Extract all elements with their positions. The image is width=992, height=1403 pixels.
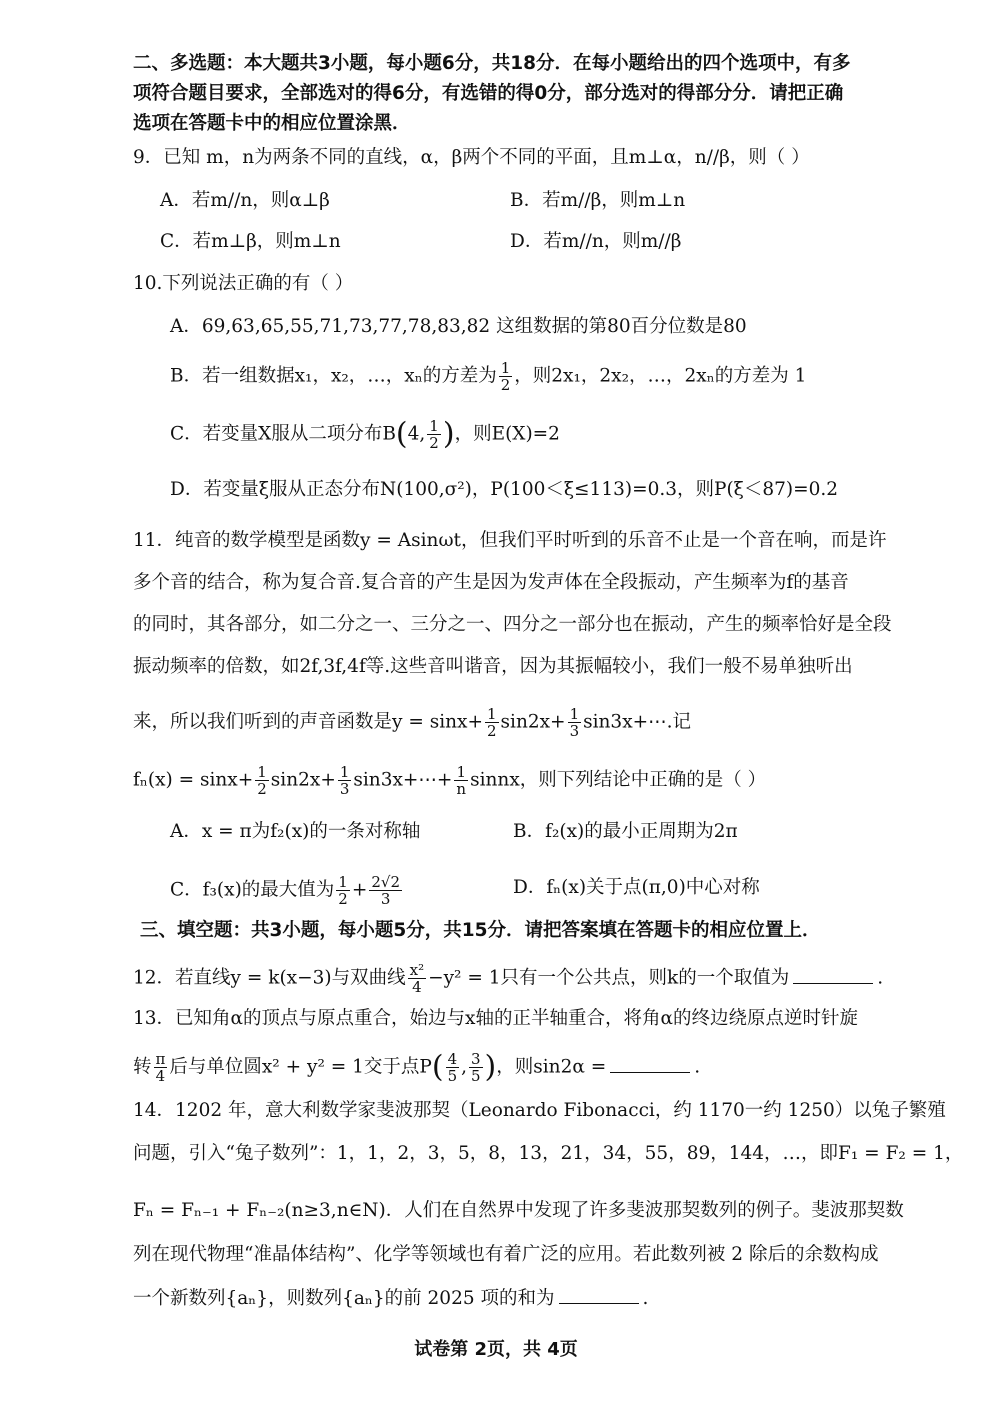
q9-option-a: A．若m//n，则α⊥β	[160, 190, 330, 211]
q14-line4: 列在现代物理“准晶体结构”、化学等领域也有着广泛的应用。若此数列被 2 除后的余数构成	[133, 1244, 879, 1265]
q13-l2-mid: 后与单位圆x² + y² = 1交于点P	[169, 1056, 432, 1078]
page-footer: 试卷第 2页，共 4页	[414, 1339, 578, 1360]
q10-option-b	[170, 360, 806, 393]
q13-l2-pre: 转	[133, 1056, 152, 1078]
q10-c-fraction	[427, 418, 441, 451]
q13-p-frac1	[446, 1051, 460, 1084]
q11-l6-half-num: 1	[257, 763, 267, 781]
q14-end: .	[642, 1288, 649, 1309]
q13-p-d1: 5	[447, 1067, 458, 1085]
q13-l2-post: ，则sin2α =	[496, 1056, 607, 1078]
q14-line5	[133, 1287, 648, 1311]
q13-p-n2: 3	[471, 1050, 481, 1068]
q10-c-post: ，则E(X)=2	[454, 423, 560, 445]
q11-option-c	[170, 874, 404, 907]
q13-line1: 13．已知角α的顶点与原点重合，始边与x轴的正半轴重合，将角α的终边绕原点逆时针旋	[133, 1008, 858, 1029]
q11-option-d: D．fₙ(x)关于点(π,0)中心对称	[513, 877, 760, 898]
q11-line4: 振动频率的倍数，如2f,3f,4f等.这些音叫谐音，因为其振幅较小，我们一般不易单独听出	[133, 656, 853, 677]
q9-option-b: B．若m//β，则m⊥n	[510, 190, 686, 211]
q11-l6-pre: fₙ(x) = sinx+	[133, 769, 254, 791]
q13-rparen: )	[484, 1049, 497, 1085]
q9-stem: 9．已知 m，n为两条不同的直线，α，β两个不同的平面，且m⊥α，n//β，则（ ）	[133, 147, 810, 168]
q13-pi-fraction	[154, 1051, 168, 1084]
q11-l5-pre: 来，所以我们听到的声音函数是y = sinx+	[133, 711, 483, 733]
q11-l6-frac-n	[454, 764, 468, 797]
q12-fraction	[408, 962, 426, 995]
q11-l5-frac-third	[568, 706, 582, 739]
q10-option-a: A．69,63,65,55,71,73,77,78,83,82 这组数据的第80百分位数是80	[170, 316, 747, 337]
section2-line1: 二、多选题：本大题共3小题，每小题6分，共18分．在每小题给出的四个选项中，有多	[133, 53, 851, 74]
q11-option-a: A．x = π为f₂(x)的一条对称轴	[170, 821, 421, 842]
q12-end: .	[877, 967, 884, 989]
q14-line1: 14．1202 年，意大利数学家斐波那契（Leonardo Fibonacci，约 1170一约 1250）以兔子繁殖	[133, 1100, 946, 1121]
q11-line6	[133, 764, 766, 797]
q11-l5-frac-half	[485, 706, 499, 739]
q11-c-frac-root	[369, 874, 402, 907]
q11-l6-mid2: sin3x+⋯+	[353, 769, 453, 791]
q11-line3: 的同时，其各部分，如二分之一、三分之一、四分之一部分也在振动，产生的频率恰好是全段	[133, 614, 892, 635]
q9-option-c: C．若m⊥β，则m⊥n	[160, 231, 341, 252]
q11-c-frac-half	[336, 874, 350, 907]
q11-l5-third-den: 3	[569, 722, 580, 740]
q11-l5-mid1: sin2x+	[500, 711, 566, 733]
q12-den: 4	[412, 978, 422, 996]
q11-line5	[133, 706, 691, 739]
q11-l6-third-den: 3	[339, 780, 350, 798]
q10-option-d: D．若变量ξ服从正态分布N(100,σ²)，P(100＜ξ≤113)=0.3，则P(ξ＜87)=0.2	[170, 479, 839, 500]
q11-l6-frac-half	[255, 764, 269, 797]
q10-c-rparen: )	[442, 416, 455, 452]
q14-answer-blank[interactable]	[559, 1303, 639, 1304]
q13-p-d2: 5	[471, 1067, 481, 1085]
q10-c-arg: 4,	[407, 423, 426, 445]
q11-l6-mid1: sin2x+	[270, 769, 336, 791]
q11-c-half-den: 2	[338, 890, 348, 908]
q12	[133, 962, 883, 995]
q14-line3: Fₙ = Fₙ₋₁ + Fₙ₋₂(n≥3,n∈N)．人们在自然界中发现了许多斐波那契数列的例子。斐波那契数	[133, 1200, 904, 1221]
q11-line1: 11．纯音的数学模型是函数y = Asinωt，但我们平时听到的乐音不止是一个音在响，而是许	[133, 530, 887, 551]
q11-c-root-num: 2√2	[371, 873, 401, 891]
section3-title: 三、填空题：共3小题，每小题5分，共15分．请把答案填在答题卡的相应位置上．	[140, 920, 821, 941]
q14-line2: 问题，引入“兔子数列”：1，1，2，3，5，8，13，21，34，55，89，144，…，即F₁ = F₂ = 1，	[133, 1143, 964, 1164]
q11-l6-n-den: n	[456, 780, 467, 798]
q11-option-b: B．f₂(x)的最小正周期为2π	[513, 821, 738, 842]
q9-option-d: D．若m//n，则m//β	[510, 231, 682, 252]
q13-p-n1: 4	[447, 1050, 458, 1068]
q11-l6-post: sinnx，则下列结论中正确的是（ ）	[470, 769, 767, 791]
q13-answer-blank[interactable]	[610, 1072, 690, 1073]
q14-l5-text: 一个新数列{aₙ}，则数列{aₙ}的前 2025 项的和为	[133, 1288, 555, 1309]
q12-num: x²	[409, 961, 425, 979]
q11-l6-n-num: 1	[454, 764, 468, 781]
q10-c-pre: C．若变量X服从二项分布B	[170, 423, 396, 445]
q11-l5-third-num: 1	[569, 705, 580, 723]
q10-option-c	[170, 418, 560, 451]
q10-c-lparen: (	[395, 416, 408, 452]
q11-c-half-num: 1	[338, 873, 348, 891]
q13-pi-num: π	[155, 1050, 166, 1068]
q10-b-den: 2	[500, 376, 511, 394]
q10-b-fraction	[499, 360, 513, 393]
q11-line2: 多个音的结合，称为复合音.复合音的产生是因为发声体在全段振动，产生频率为f的基音	[133, 572, 849, 593]
q10-stem: 10.下列说法正确的有（ ）	[133, 273, 354, 294]
q13-p-frac2	[469, 1051, 483, 1084]
q13-lparen: (	[431, 1049, 444, 1085]
q11-c-pre: C．f₃(x)的最大值为	[170, 879, 335, 901]
q13-line2: 转 $\frac{\pi}{4}$ 后与单位圆x² + y² = 1交于点P( $\frac{4}{5}$ , $\frac{3}{5}$ )，则sin2α = .	[133, 1049, 701, 1085]
q11-l5-mid2: sin3x+⋯.记	[583, 711, 692, 733]
q10-b-pre: B．若一组数据x₁，x₂，…，xₙ的方差为	[170, 365, 497, 387]
q13-pi-den: 4	[155, 1067, 166, 1085]
q10-b-num: 1	[500, 359, 511, 377]
q11-l6-half-den: 2	[257, 780, 267, 798]
q13-end: .	[694, 1056, 701, 1078]
q10-c-den: 2	[429, 434, 439, 452]
q11-l6-frac-third	[338, 764, 352, 797]
q10-c-num: 1	[429, 417, 439, 435]
section2-line3: 选项在答题卡中的相应位置涂黑．	[133, 113, 411, 134]
q11-l5-half-den: 2	[486, 722, 497, 740]
q11-c-root-den: 3	[380, 890, 391, 908]
section2-line2: 项符合题目要求，全部选对的得6分，有选错的得0分，部分选对的得部分分．请把正确	[133, 83, 844, 104]
q11-c-plus: +	[351, 879, 368, 901]
q11-l5-half-num: 1	[486, 705, 497, 723]
q11-l6-third-num: 1	[339, 763, 350, 781]
q12-post: −y² = 1只有一个公共点，则k的一个取值为	[428, 967, 790, 989]
q12-answer-blank[interactable]	[793, 983, 873, 984]
q10-b-post: ，则2x₁，2x₂，…，2xₙ的方差为 1	[514, 365, 807, 387]
q12-pre: 12．若直线y = k(x−3)与双曲线	[133, 967, 406, 989]
